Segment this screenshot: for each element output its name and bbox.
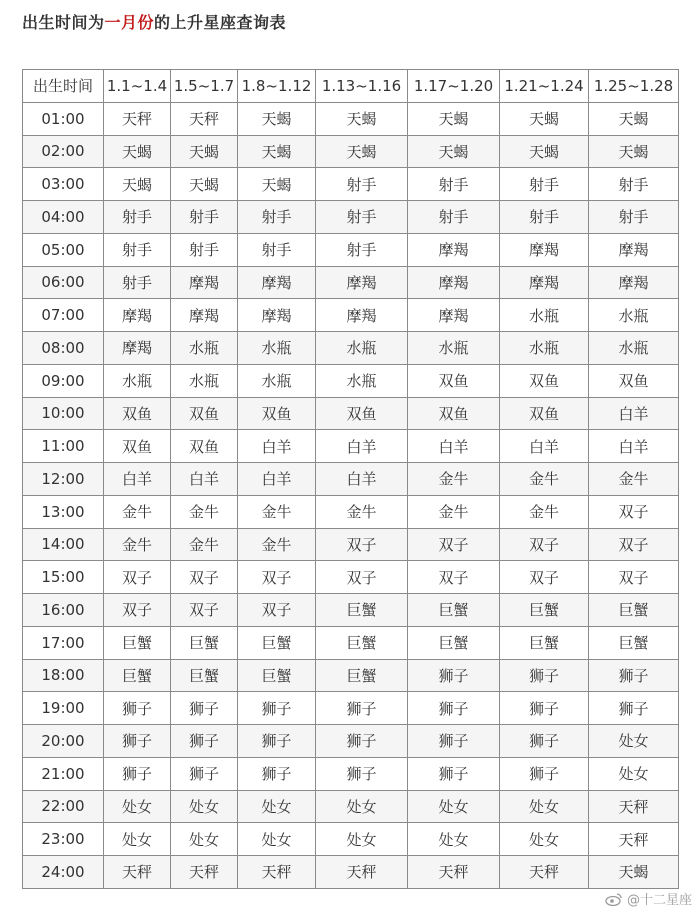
time-cell: 23:00 xyxy=(23,823,104,856)
time-cell: 16:00 xyxy=(23,594,104,627)
sign-cell: 狮子 xyxy=(500,659,589,692)
sign-cell: 摩羯 xyxy=(500,266,589,299)
sign-cell: 双子 xyxy=(500,528,589,561)
sign-cell: 处女 xyxy=(408,790,500,823)
header-date-range: 1.17~1.20 xyxy=(408,70,500,103)
sign-cell: 射手 xyxy=(104,201,171,234)
sign-cell: 处女 xyxy=(500,790,589,823)
sign-cell: 天秤 xyxy=(316,856,408,889)
time-cell: 08:00 xyxy=(23,332,104,365)
header-date-range: 1.1~1.4 xyxy=(104,70,171,103)
watermark xyxy=(605,889,692,908)
sign-cell: 天秤 xyxy=(171,102,238,135)
sign-cell: 摩羯 xyxy=(104,332,171,365)
table-row xyxy=(23,430,679,463)
sign-cell: 处女 xyxy=(171,823,238,856)
sign-cell: 处女 xyxy=(104,790,171,823)
sign-cell: 水瓶 xyxy=(500,332,589,365)
time-cell: 04:00 xyxy=(23,201,104,234)
table-row xyxy=(23,266,679,299)
sign-cell: 双子 xyxy=(408,528,500,561)
time-cell: 19:00 xyxy=(23,692,104,725)
sign-cell: 射手 xyxy=(104,233,171,266)
sign-cell: 天蝎 xyxy=(589,856,679,889)
header-birth-time: 出生时间 xyxy=(23,70,104,103)
sign-cell: 双子 xyxy=(104,594,171,627)
sign-cell: 水瓶 xyxy=(171,364,238,397)
sign-cell: 天秤 xyxy=(171,856,238,889)
sign-cell: 巨蟹 xyxy=(589,594,679,627)
sign-cell: 水瓶 xyxy=(104,364,171,397)
sign-cell: 天蝎 xyxy=(316,135,408,168)
ascendant-table xyxy=(22,69,679,889)
sign-cell: 双鱼 xyxy=(589,364,679,397)
sign-cell: 狮子 xyxy=(500,692,589,725)
sign-cell: 射手 xyxy=(589,168,679,201)
sign-cell: 水瓶 xyxy=(238,364,316,397)
sign-cell: 双鱼 xyxy=(171,430,238,463)
sign-cell: 天蝎 xyxy=(104,168,171,201)
table-row xyxy=(23,332,679,365)
sign-cell: 天蝎 xyxy=(589,102,679,135)
sign-cell: 双子 xyxy=(589,528,679,561)
sign-cell: 处女 xyxy=(104,823,171,856)
time-cell: 13:00 xyxy=(23,495,104,528)
sign-cell: 双子 xyxy=(316,528,408,561)
sign-cell: 巨蟹 xyxy=(500,594,589,627)
sign-cell: 摩羯 xyxy=(408,233,500,266)
sign-cell: 射手 xyxy=(171,233,238,266)
table-row xyxy=(23,102,679,135)
sign-cell: 摩羯 xyxy=(589,233,679,266)
sign-cell: 双鱼 xyxy=(500,364,589,397)
sign-cell: 双鱼 xyxy=(408,364,500,397)
sign-cell: 天秤 xyxy=(238,856,316,889)
time-cell: 21:00 xyxy=(23,757,104,790)
table-row xyxy=(23,626,679,659)
sign-cell: 金牛 xyxy=(500,495,589,528)
sign-cell: 狮子 xyxy=(316,725,408,758)
sign-cell: 巨蟹 xyxy=(104,659,171,692)
header-date-range: 1.25~1.28 xyxy=(589,70,679,103)
sign-cell: 天蝎 xyxy=(238,102,316,135)
sign-cell: 水瓶 xyxy=(316,364,408,397)
sign-cell: 双子 xyxy=(589,495,679,528)
sign-cell: 巨蟹 xyxy=(316,594,408,627)
sign-cell: 双子 xyxy=(238,594,316,627)
sign-cell: 巨蟹 xyxy=(408,626,500,659)
sign-cell: 金牛 xyxy=(408,495,500,528)
sign-cell: 处女 xyxy=(589,757,679,790)
sign-cell: 金牛 xyxy=(500,463,589,496)
table-row xyxy=(23,201,679,234)
sign-cell: 狮子 xyxy=(104,757,171,790)
sign-cell: 白羊 xyxy=(104,463,171,496)
sign-cell: 天秤 xyxy=(500,856,589,889)
sign-cell: 金牛 xyxy=(316,495,408,528)
sign-cell: 射手 xyxy=(316,168,408,201)
sign-cell: 狮子 xyxy=(500,757,589,790)
sign-cell: 射手 xyxy=(171,201,238,234)
sign-cell: 射手 xyxy=(408,201,500,234)
sign-cell: 处女 xyxy=(316,790,408,823)
table-row xyxy=(23,757,679,790)
sign-cell: 天蝎 xyxy=(408,102,500,135)
sign-cell: 巨蟹 xyxy=(171,626,238,659)
sign-cell: 狮子 xyxy=(104,725,171,758)
page-title xyxy=(22,10,286,33)
sign-cell: 双鱼 xyxy=(238,397,316,430)
sign-cell: 摩羯 xyxy=(316,299,408,332)
sign-cell: 水瓶 xyxy=(171,332,238,365)
sign-cell: 白羊 xyxy=(316,430,408,463)
table-row xyxy=(23,856,679,889)
sign-cell: 处女 xyxy=(500,823,589,856)
time-cell: 06:00 xyxy=(23,266,104,299)
sign-cell: 金牛 xyxy=(171,495,238,528)
sign-cell: 金牛 xyxy=(589,463,679,496)
time-cell: 24:00 xyxy=(23,856,104,889)
sign-cell: 射手 xyxy=(316,201,408,234)
sign-cell: 水瓶 xyxy=(238,332,316,365)
sign-cell: 双鱼 xyxy=(500,397,589,430)
sign-cell: 狮子 xyxy=(589,692,679,725)
table-row xyxy=(23,823,679,856)
sign-cell: 水瓶 xyxy=(408,332,500,365)
time-cell: 07:00 xyxy=(23,299,104,332)
sign-cell: 处女 xyxy=(408,823,500,856)
sign-cell: 巨蟹 xyxy=(238,626,316,659)
sign-cell: 双子 xyxy=(589,561,679,594)
sign-cell: 处女 xyxy=(171,790,238,823)
sign-cell: 天秤 xyxy=(104,102,171,135)
header-date-range: 1.8~1.12 xyxy=(238,70,316,103)
sign-cell: 处女 xyxy=(238,790,316,823)
sign-cell: 狮子 xyxy=(408,659,500,692)
sign-cell: 金牛 xyxy=(408,463,500,496)
sign-cell: 处女 xyxy=(589,725,679,758)
time-cell: 15:00 xyxy=(23,561,104,594)
sign-cell: 摩羯 xyxy=(408,266,500,299)
sign-cell: 射手 xyxy=(589,201,679,234)
sign-cell: 金牛 xyxy=(104,495,171,528)
sign-cell: 双子 xyxy=(316,561,408,594)
sign-cell: 白羊 xyxy=(589,430,679,463)
sign-cell: 狮子 xyxy=(408,692,500,725)
sign-cell: 摩羯 xyxy=(500,233,589,266)
table-row xyxy=(23,692,679,725)
sign-cell: 双子 xyxy=(171,561,238,594)
table-row xyxy=(23,659,679,692)
sign-cell: 射手 xyxy=(316,233,408,266)
time-cell: 05:00 xyxy=(23,233,104,266)
time-cell: 12:00 xyxy=(23,463,104,496)
time-cell: 02:00 xyxy=(23,135,104,168)
table-row xyxy=(23,528,679,561)
sign-cell: 水瓶 xyxy=(500,299,589,332)
sign-cell: 水瓶 xyxy=(316,332,408,365)
table-row xyxy=(23,725,679,758)
sign-cell: 巨蟹 xyxy=(408,594,500,627)
sign-cell: 狮子 xyxy=(238,692,316,725)
sign-cell: 金牛 xyxy=(238,495,316,528)
sign-cell: 双鱼 xyxy=(104,397,171,430)
sign-cell: 双子 xyxy=(408,561,500,594)
time-cell: 22:00 xyxy=(23,790,104,823)
sign-cell: 金牛 xyxy=(104,528,171,561)
sign-cell: 狮子 xyxy=(171,725,238,758)
sign-cell: 天秤 xyxy=(589,823,679,856)
sign-cell: 狮子 xyxy=(316,757,408,790)
sign-cell: 巨蟹 xyxy=(500,626,589,659)
sign-cell: 双子 xyxy=(104,561,171,594)
table-row xyxy=(23,397,679,430)
sign-cell: 巨蟹 xyxy=(316,626,408,659)
sign-cell: 白羊 xyxy=(589,397,679,430)
sign-cell: 天蝎 xyxy=(171,168,238,201)
sign-cell: 射手 xyxy=(500,201,589,234)
table-body xyxy=(23,102,679,888)
sign-cell: 巨蟹 xyxy=(238,659,316,692)
table-row xyxy=(23,233,679,266)
time-cell: 09:00 xyxy=(23,364,104,397)
sign-cell: 白羊 xyxy=(171,463,238,496)
sign-cell: 巨蟹 xyxy=(104,626,171,659)
sign-cell: 摩羯 xyxy=(589,266,679,299)
sign-cell: 摩羯 xyxy=(316,266,408,299)
sign-cell: 天蝎 xyxy=(316,102,408,135)
sign-cell: 水瓶 xyxy=(589,332,679,365)
table-row xyxy=(23,790,679,823)
sign-cell: 射手 xyxy=(408,168,500,201)
sign-cell: 金牛 xyxy=(171,528,238,561)
sign-cell: 射手 xyxy=(238,201,316,234)
sign-cell: 双子 xyxy=(238,561,316,594)
table-row xyxy=(23,463,679,496)
watermark-text: @十二星座 xyxy=(626,893,692,908)
header-date-range: 1.5~1.7 xyxy=(171,70,238,103)
title-prefix: 出生时间为 xyxy=(22,13,105,32)
header-date-range: 1.21~1.24 xyxy=(500,70,589,103)
sign-cell: 白羊 xyxy=(408,430,500,463)
sign-cell: 巨蟹 xyxy=(171,659,238,692)
sign-cell: 狮子 xyxy=(238,757,316,790)
sign-cell: 天秤 xyxy=(104,856,171,889)
sign-cell: 巨蟹 xyxy=(589,626,679,659)
table-row xyxy=(23,594,679,627)
table-row xyxy=(23,561,679,594)
sign-cell: 天蝎 xyxy=(238,168,316,201)
sign-cell: 双鱼 xyxy=(316,397,408,430)
sign-cell: 射手 xyxy=(238,233,316,266)
sign-cell: 狮子 xyxy=(316,692,408,725)
table-row xyxy=(23,135,679,168)
sign-cell: 双鱼 xyxy=(104,430,171,463)
time-cell: 01:00 xyxy=(23,102,104,135)
time-cell: 20:00 xyxy=(23,725,104,758)
sign-cell: 狮子 xyxy=(500,725,589,758)
sign-cell: 狮子 xyxy=(171,692,238,725)
sign-cell: 天蝎 xyxy=(500,135,589,168)
time-cell: 11:00 xyxy=(23,430,104,463)
sign-cell: 摩羯 xyxy=(408,299,500,332)
sign-cell: 双鱼 xyxy=(408,397,500,430)
sign-cell: 射手 xyxy=(500,168,589,201)
sign-cell: 摩羯 xyxy=(238,299,316,332)
weibo-icon xyxy=(605,892,623,906)
sign-cell: 天秤 xyxy=(589,790,679,823)
sign-cell: 处女 xyxy=(238,823,316,856)
sign-cell: 摩羯 xyxy=(104,299,171,332)
sign-cell: 天蝎 xyxy=(238,135,316,168)
sign-cell: 摩羯 xyxy=(171,299,238,332)
sign-cell: 白羊 xyxy=(500,430,589,463)
sign-cell: 双子 xyxy=(500,561,589,594)
time-cell: 17:00 xyxy=(23,626,104,659)
table-row xyxy=(23,364,679,397)
sign-cell: 狮子 xyxy=(238,725,316,758)
sign-cell: 白羊 xyxy=(238,430,316,463)
sign-cell: 天蝎 xyxy=(500,102,589,135)
sign-cell: 水瓶 xyxy=(589,299,679,332)
sign-cell: 天蝎 xyxy=(171,135,238,168)
time-cell: 18:00 xyxy=(23,659,104,692)
title-suffix: 的上升星座查询表 xyxy=(154,13,287,32)
table-row xyxy=(23,168,679,201)
table-row xyxy=(23,299,679,332)
sign-cell: 天秤 xyxy=(408,856,500,889)
sign-cell: 巨蟹 xyxy=(316,659,408,692)
header-date-range: 1.13~1.16 xyxy=(316,70,408,103)
sign-cell: 处女 xyxy=(316,823,408,856)
sign-cell: 天蝎 xyxy=(589,135,679,168)
sign-cell: 摩羯 xyxy=(171,266,238,299)
table-header-row xyxy=(23,70,679,103)
sign-cell: 射手 xyxy=(104,266,171,299)
table-row xyxy=(23,495,679,528)
sign-cell: 狮子 xyxy=(171,757,238,790)
time-cell: 14:00 xyxy=(23,528,104,561)
sign-cell: 狮子 xyxy=(408,757,500,790)
sign-cell: 白羊 xyxy=(238,463,316,496)
sign-cell: 天蝎 xyxy=(104,135,171,168)
sign-cell: 摩羯 xyxy=(238,266,316,299)
sign-cell: 双鱼 xyxy=(171,397,238,430)
sign-cell: 狮子 xyxy=(104,692,171,725)
sign-cell: 白羊 xyxy=(316,463,408,496)
sign-cell: 金牛 xyxy=(238,528,316,561)
time-cell: 03:00 xyxy=(23,168,104,201)
sign-cell: 双子 xyxy=(171,594,238,627)
title-highlight: 一月份 xyxy=(104,13,155,32)
sign-cell: 狮子 xyxy=(408,725,500,758)
sign-cell: 天蝎 xyxy=(408,135,500,168)
time-cell: 10:00 xyxy=(23,397,104,430)
sign-cell: 狮子 xyxy=(589,659,679,692)
